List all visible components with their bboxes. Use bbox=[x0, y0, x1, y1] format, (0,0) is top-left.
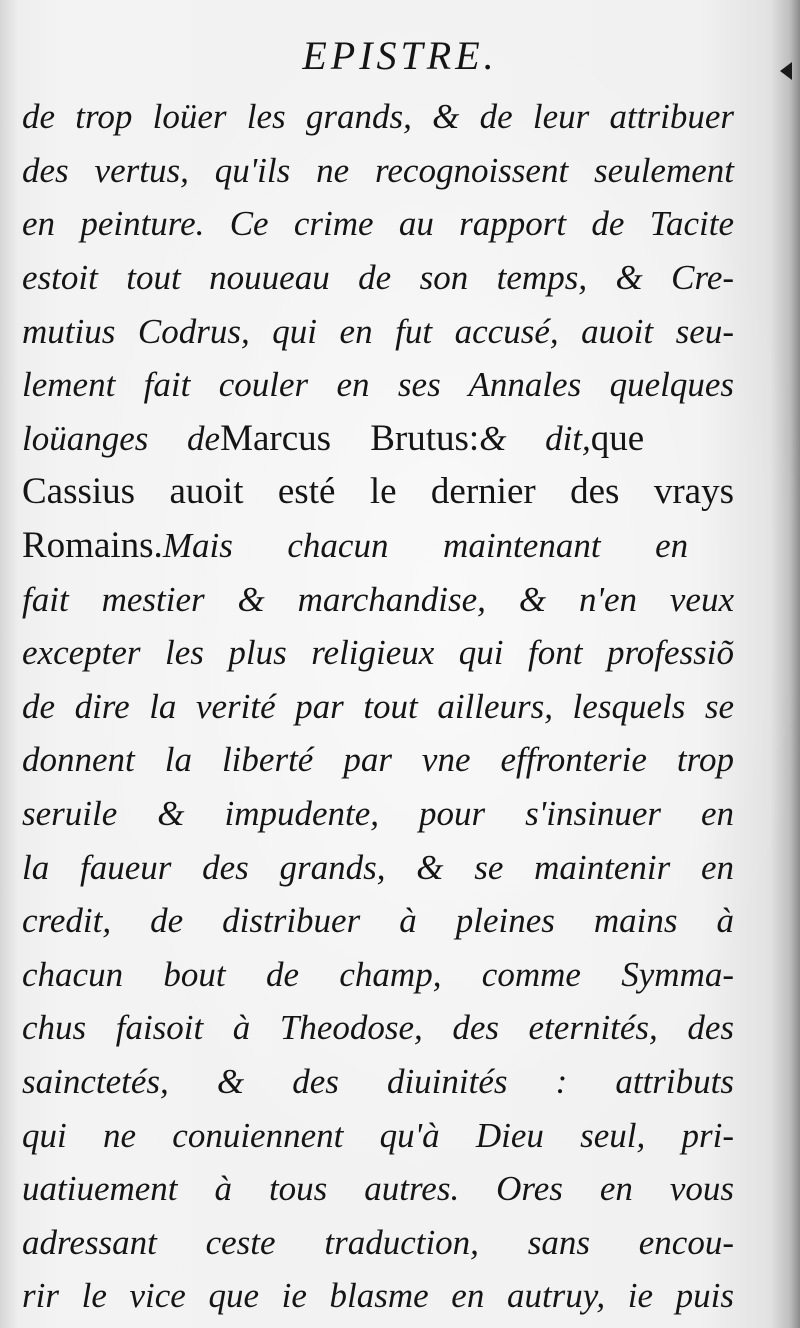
text-segment: mutius Codrus, qui en fut accusé, auoit seu- bbox=[22, 311, 734, 351]
text-segment: qui ne conuiennent qu'à Dieu seul, pri- bbox=[22, 1115, 735, 1155]
text-segment: en peinture. Ce crime au rapport de Tacite bbox=[22, 204, 734, 244]
text-line bbox=[22, 90, 734, 144]
text-segment: sainctetés, & des diuinités : attributs bbox=[22, 1061, 734, 1101]
text-segment: loüanges de bbox=[22, 418, 221, 458]
text-line bbox=[22, 519, 734, 573]
text-line bbox=[22, 251, 734, 305]
text-segment: & dit, bbox=[479, 418, 591, 458]
text-segment: que bbox=[590, 417, 645, 459]
text-segment: rir le vice que ie blasme en autruy, ie puis bbox=[22, 1276, 735, 1316]
text-line bbox=[22, 197, 734, 251]
text-segment: fait mestier & marchandise, & n'en veux bbox=[22, 579, 735, 619]
text-segment: chacun bout de champ, comme Symma- bbox=[22, 954, 735, 994]
text-line bbox=[22, 840, 734, 894]
text-line bbox=[22, 1215, 734, 1269]
text-segment: excepter les plus religieux qui font professiõ bbox=[22, 633, 734, 673]
text-segment: chus faisoit à Theodose, des eternités, des bbox=[22, 1008, 735, 1048]
text-line bbox=[22, 894, 734, 948]
text-segment: des vertus, qu'ils ne recognoissent seulement bbox=[22, 150, 734, 190]
text-segment: la faueur des grands, & se maintenir en bbox=[22, 847, 735, 887]
text-segment: Mais chacun maintenant en bbox=[162, 526, 689, 566]
text-segment: donnent la liberté par vne effronterie trop bbox=[22, 740, 734, 780]
text-segment: de trop loüer les grands, & de leur attribuer bbox=[22, 97, 734, 137]
text-line bbox=[22, 572, 734, 626]
text-line bbox=[22, 412, 734, 466]
text-line bbox=[22, 680, 734, 734]
running-head: EPISTRE. bbox=[302, 33, 498, 78]
text-line bbox=[22, 465, 734, 519]
text-line bbox=[22, 626, 734, 680]
text-line bbox=[22, 1001, 734, 1055]
text-segment: lement fait couler en ses Annales quelques bbox=[22, 365, 735, 405]
text-line bbox=[22, 1108, 734, 1162]
text-segment: de dire la verité par tout ailleurs, lesquels se bbox=[22, 686, 735, 726]
text-segment: adressant ceste traduction, sans encou- bbox=[22, 1222, 734, 1262]
text-segment: credit, de distribuer à pleines mains à bbox=[22, 901, 735, 941]
text-line bbox=[22, 733, 734, 787]
body-text bbox=[22, 90, 734, 1323]
text-line bbox=[22, 787, 734, 841]
text-line bbox=[22, 144, 734, 198]
text-line bbox=[22, 948, 734, 1002]
text-segment: uatiuement à tous autres. Ores en vous bbox=[22, 1169, 735, 1209]
text-segment: Cassius auoit esté le dernier des vrays bbox=[22, 471, 734, 513]
text-line bbox=[22, 1269, 734, 1323]
text-line bbox=[22, 304, 734, 358]
text-segment: Romains. bbox=[22, 525, 163, 567]
text-line bbox=[22, 1162, 734, 1216]
text-segment: Marcus Brutus: bbox=[220, 417, 480, 459]
text-line bbox=[22, 358, 734, 412]
text-segment: seruile & impudente, pour s'insinuer en bbox=[22, 794, 735, 834]
text-segment: estoit tout nouueau de son temps, & Cre- bbox=[22, 258, 735, 298]
text-line bbox=[22, 1055, 734, 1109]
